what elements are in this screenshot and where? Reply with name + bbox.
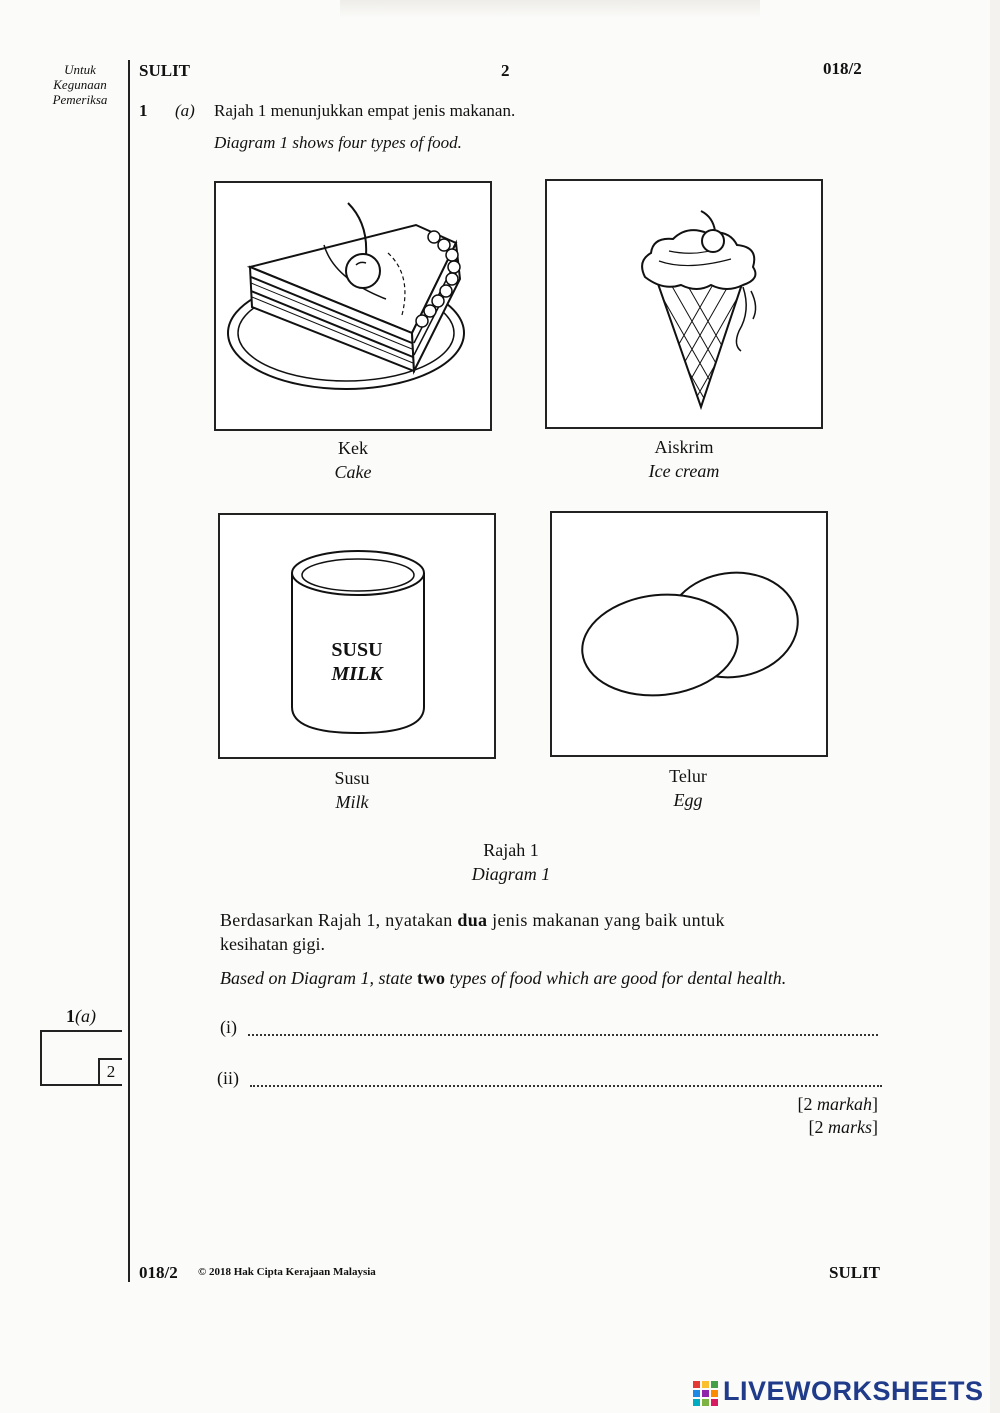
- examiner-label-line1: Untuk: [64, 62, 96, 77]
- milk-can-drawing: [220, 515, 494, 757]
- caption-milk-malay: Susu: [334, 768, 370, 788]
- examiner-marks-box[interactable]: [40, 1030, 122, 1086]
- header-sulit: SULIT: [139, 61, 191, 80]
- examiner-label-line2: Kegunaan: [53, 77, 107, 92]
- diagram-caption-malay: Rajah 1: [483, 840, 539, 860]
- answer-label-ii: (ii): [217, 1068, 239, 1088]
- answer-line-i[interactable]: [248, 1034, 878, 1036]
- question-part: (a): [175, 101, 195, 120]
- prompt-english-bold: two: [417, 968, 445, 988]
- prompt-malay-b: jenis makanan yang baik untuk: [487, 910, 725, 930]
- diagram-caption-english: Diagram 1: [471, 864, 551, 884]
- footer-sulit: SULIT: [829, 1263, 881, 1282]
- examiner-question-num: 1: [66, 1006, 75, 1026]
- egg-drawing: [552, 513, 826, 755]
- caption-ice-cream-malay: Aiskrim: [654, 437, 714, 457]
- egg-picture-box: [550, 511, 828, 757]
- marks-english: [809, 1117, 879, 1138]
- caption-ice-cream: [604, 435, 764, 483]
- examiner-marks-value: 2: [98, 1058, 122, 1084]
- caption-egg: [608, 764, 768, 812]
- caption-cake-malay: Kek: [338, 438, 368, 458]
- question-number: 1: [139, 101, 148, 120]
- caption-milk: [272, 766, 432, 814]
- ice-cream-picture-box: [545, 179, 823, 429]
- marks-malay: [798, 1094, 879, 1115]
- marks-english-close: ]: [872, 1117, 878, 1137]
- caption-egg-malay: Telur: [669, 766, 707, 786]
- liveworksheets-logo-icon: [693, 1381, 719, 1407]
- liveworksheets-text: LIVEWORKSHEETS: [723, 1376, 984, 1406]
- paper-code: 018/2: [823, 59, 862, 78]
- milk-picture-box: [218, 513, 496, 759]
- marks-malay-word: markah: [817, 1094, 872, 1114]
- milk-can-label-malay: SUSU: [331, 639, 383, 661]
- intro-malay: Rajah 1 menunjukkan empat jenis makanan.: [214, 101, 516, 120]
- caption-egg-english: Egg: [673, 790, 703, 810]
- liveworksheets-watermark: [693, 1376, 993, 1410]
- page-number: 2: [501, 61, 510, 80]
- cake-picture-box: [214, 181, 492, 431]
- prompt-malay-a: Berdasarkan Rajah 1, nyatakan: [220, 910, 458, 930]
- footer-code: 018/2: [139, 1263, 178, 1282]
- answer-label-i: (i): [220, 1017, 237, 1037]
- prompt-english-b: types of food which are good for dental health.: [445, 968, 787, 988]
- intro-english: Diagram 1 shows four types of food.: [214, 133, 462, 152]
- marks-malay-num: [2: [797, 1094, 817, 1114]
- marks-english-num: [2: [808, 1117, 828, 1137]
- prompt-malay-line1: [220, 910, 890, 931]
- prompt-malay-bold: dua: [457, 910, 488, 930]
- caption-ice-cream-english: Ice cream: [648, 461, 720, 481]
- answer-line-ii[interactable]: [250, 1085, 882, 1087]
- examiner-question-part: (a): [75, 1006, 96, 1026]
- prompt-english: [220, 968, 900, 989]
- marks-english-word: marks: [828, 1117, 872, 1137]
- diagram-caption: [431, 838, 591, 886]
- prompt-english-a: Based on Diagram 1, state: [220, 968, 417, 988]
- caption-cake: [273, 436, 433, 484]
- cake-drawing: [216, 183, 490, 429]
- caption-cake-english: Cake: [334, 462, 372, 482]
- milk-can-label-english: MILK: [331, 663, 383, 685]
- prompt-malay-line2: kesihatan gigi.: [220, 934, 325, 954]
- caption-milk-english: Milk: [335, 792, 369, 812]
- scan-shadow: [340, 0, 760, 18]
- marks-malay-close: ]: [872, 1094, 878, 1114]
- ice-cream-drawing: [547, 181, 821, 427]
- margin-line: [128, 60, 130, 1282]
- footer-copyright: © 2018 Hak Cipta Kerajaan Malaysia: [198, 1266, 376, 1278]
- examiner-label-line3: Pemeriksa: [52, 92, 108, 107]
- examiner-question-label: [66, 1006, 96, 1027]
- examiner-column-label: [40, 62, 120, 107]
